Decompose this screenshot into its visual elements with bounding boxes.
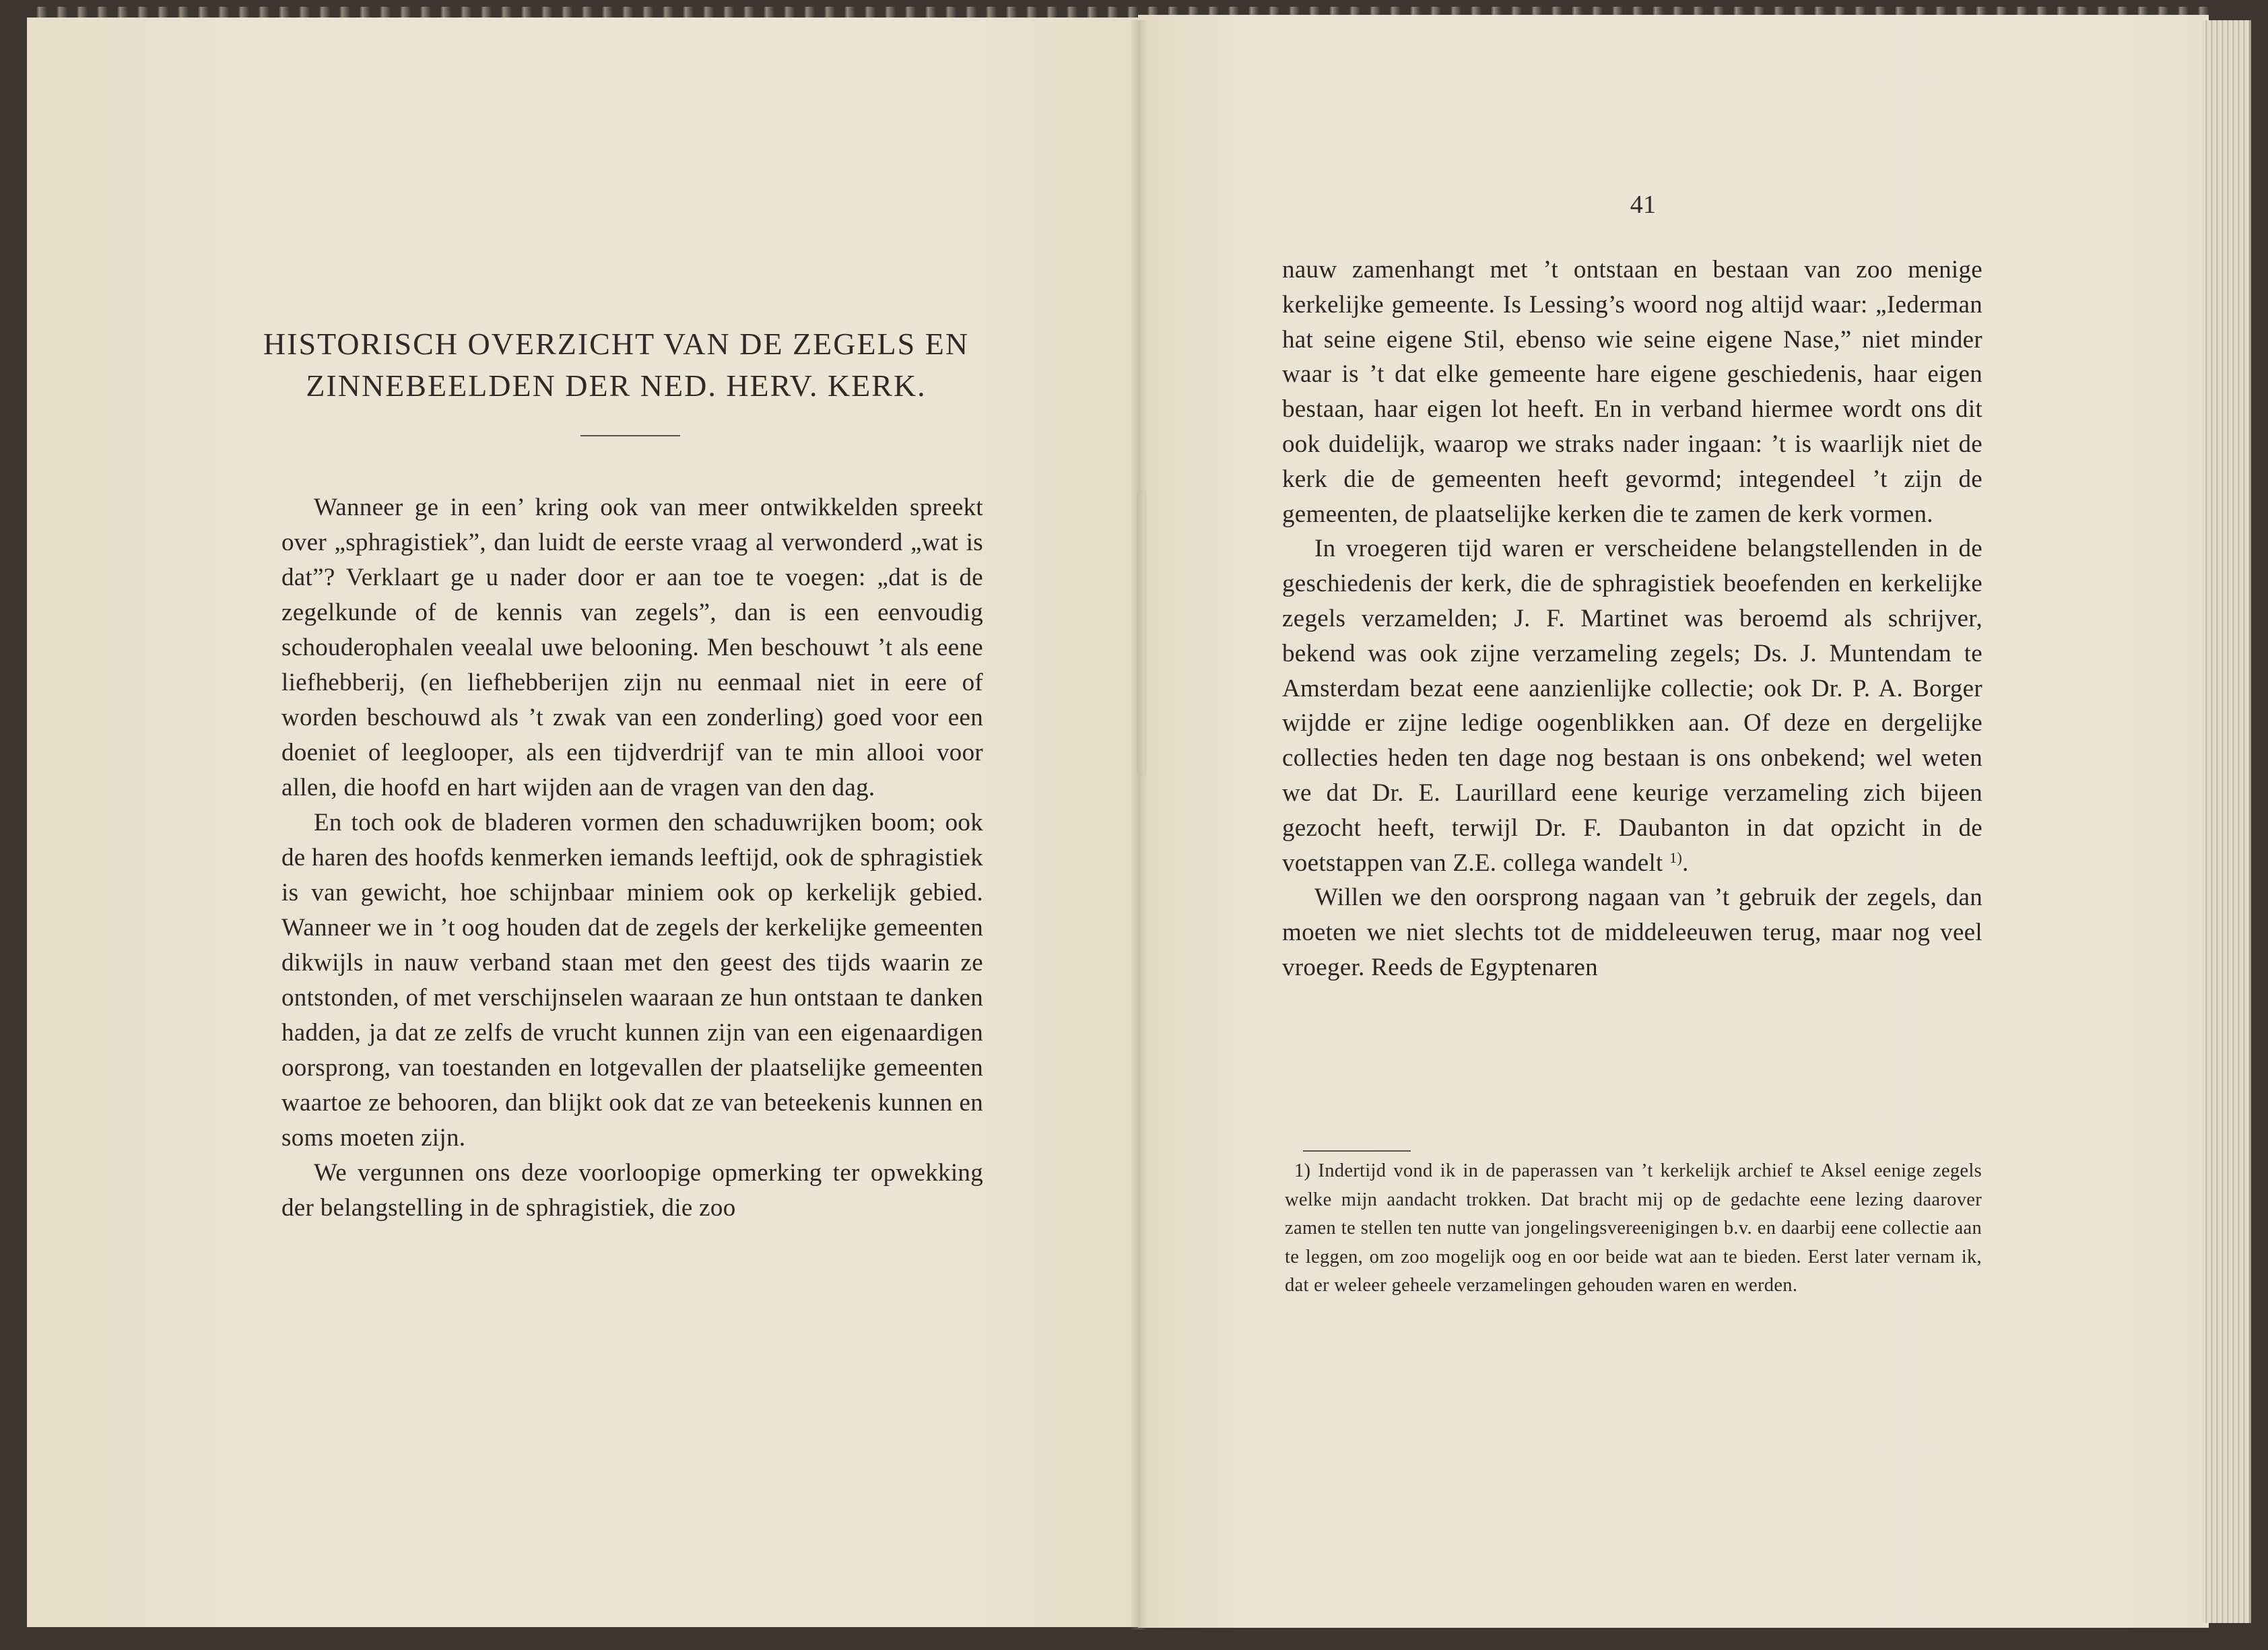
left-page-body (281, 490, 983, 1226)
footnote-reference: 1) (1669, 849, 1683, 866)
gutter-crease (1137, 492, 1146, 774)
chapter-heading-line-2: ZINNEBEELDEN DER NED. HERV. KERK. (306, 368, 927, 403)
paragraph (1282, 531, 1982, 880)
right-page-body (1282, 253, 1982, 985)
page-number: 41 (1630, 191, 1657, 219)
footnote-marker: 1) (1294, 1160, 1311, 1181)
book-gutter (1130, 20, 1147, 1630)
paragraph: En toch ook de bladeren vormen den schaduwrijken boom; ook de haren des hoofds kenmerken iemands leeftijd, ook de sphragistiek is van gewicht, hoe schijnbaar miniem ook op kerkelijk gebied. Wanneer we in ’t oog houden dat de zegels der kerkelijke gemeenten dikwijls in nauw verband staan met den geest des tijds waarin ze ontstonden, of met verschijnselen waaraan ze hun ontstaan te danken hadden, ja dat ze zelfs de vrucht kunnen zijn van een eigenaardigen oorsprong, van toestanden en lotgevallen der plaatselijke gemeenten waartoe ze behooren, dan blijkt ook dat ze van beteekenis kunnen en soms moeten zijn. (281, 809, 983, 1152)
footnote (1285, 1157, 1982, 1300)
paragraph-text: In vroegeren tijd waren er verscheidene belangstellenden in de geschiedenis der kerk, die de sphragistiek beoefenden en kerkelijke zegels verzamelden; J. F. Martinet was beroemd als schrijver, bekend was ook zijne verzameling zegels; Ds. J. Muntendam te Amsterdam bezat eene aanzienlijke collectie; ook Dr. P. A. Borger wijdde er zijne ledige oogenblikken aan. Of deze en dergelijke collecties heden ten dage nog bestaan is ons onbekend; wel weten we dat Dr. E. Laurillard eene keurige verzameling zich bijeen gezocht heeft, terwijl Dr. F. Daubanton in dat opzicht in de voetstappen van Z.E. collega wandelt (1282, 535, 1982, 877)
page-edges (2202, 20, 2251, 1623)
footnote-paragraph (1285, 1157, 1982, 1300)
footnote-divider (1303, 1150, 1411, 1152)
paragraph: We vergunnen ons deze voorloopige opmerking ter opwekking der belangstelling in de sphragistiek, die zoo (281, 1159, 983, 1222)
chapter-heading-line-1: HISTORISCH OVERZICHT VAN DE ZEGELS EN (263, 327, 970, 361)
chapter-heading (202, 323, 1030, 407)
paragraph-punctuation: . (1682, 849, 1689, 877)
paragraph: Willen we den oorsprong nagaan van ’t gebruik der zegels, dan moeten we niet slechts tot de middeleeuwen terug, maar nog veel vroeger. Reeds de Egyptenaren (1282, 884, 1982, 981)
heading-divider (580, 435, 680, 436)
paragraph: Wanneer ge in een’ kring ook van meer ontwikkelden spreekt over „sphragistiek”, dan luidt de eerste vraag al verwonderd „wat is dat”? Verklaart ge u nader door er aan toe te voegen: „dat is de zegelkunde of de kennis van zegels”, dan is een eenvoudig schouderophalen veealal uwe belooning. Men beschouwt ’t als eene liefhebberij, (en liefhebberijen zijn nu eenmaal niet in eere of worden beschouwd als ’t zwak van een zonderling) goed voor een doeniet of leeglooper, als een tijdverdrijf van te min allooi voor allen, die hoofd en hart wijden aan de vragen van den dag. (281, 494, 983, 801)
footnote-text: Indertijd vond ik in de paperassen van ’t kerkelijk archief te Aksel eenige zegels welke mijn aandacht trokken. Dat bracht mij op de gedachte eene lezing daarover zamen te stellen ten nutte van jongelingsvereenigingen b.v. en daarbij eene collectie aan te leggen, om zoo mogelijk oog en oor beide wat aan te bieden. Eerst later vernam ik, dat er weleer geheele verzamelingen gehouden waren en werden. (1285, 1160, 1982, 1296)
paragraph: nauw zamenhangt met ’t ontstaan en bestaan van zoo menige kerkelijke gemeente. Is Lessing’s woord nog altijd waar: „Iederman hat seine eigene Stil, ebenso wie seine eigene Nase,” niet minder waar is ’t dat elke gemeente hare eigene geschiedenis, haar eigen bestaan, haar eigen lot heeft. En in verband hiermee wordt ons dit ook duidelijk, waarop we straks nader ingaan: ’t is waarlijk niet de kerk die de gemeenten heeft gevormd; integendeel ’t zijn de gemeenten, de plaatselijke kerken die te zamen de kerk vormen. (1282, 256, 1982, 528)
